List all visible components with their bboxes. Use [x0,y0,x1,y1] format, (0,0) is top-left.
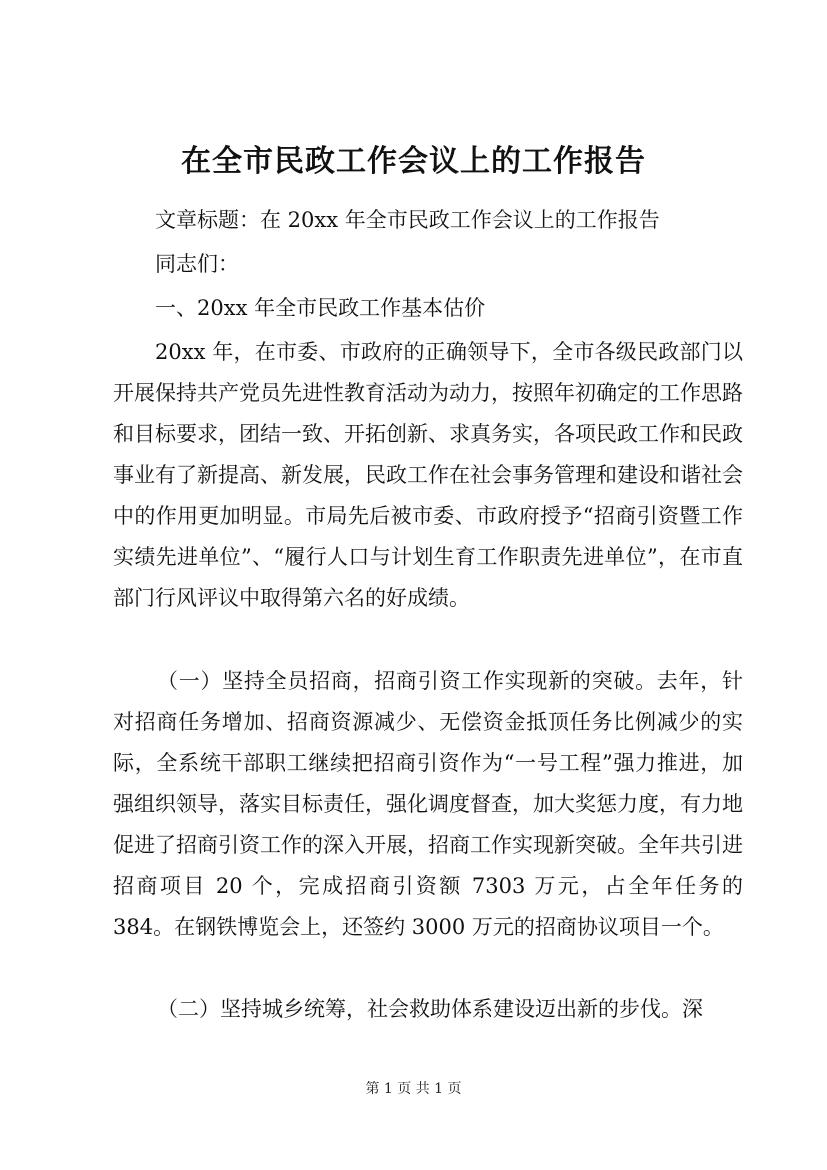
document-title: 在全市民政工作会议上的工作报告 [181,144,646,179]
paragraph-2: （一）坚持全员招商，招商引资工作实现新的突破。去年，针对招商任务增加、招商资源减少、无偿资金抵顶任务比例减少的实际，全系统干部职工继续把招商引资作为“一号工程”强力推进，加强组织领导，落实目标责任，强化调度督查，加大奖惩力度，有力地促进了招商引资工作的深入开展，招商工作实现新突破。全年共引进招商项目 20 个，完成招商引资额 7303 万元，占全年任务的 384。在钢铁博览会上，还签约 3000 万元的招商协议项目一个。 [113,669,743,939]
section-heading: 一、20xx 年全市民政工作基本估价 [155,296,486,320]
salutation: 同志们： [155,252,239,276]
page-footer: 第 1 页 共 1 页 [365,1081,462,1097]
paragraph-3: （二）坚持城乡统筹，社会救助体系建设迈出新的步伐。深 [157,997,703,1021]
paragraph-1: 20xx 年，在市委、市政府的正确领导下，全市各级民政部门以开展保持共产党员先进性教育活动为动力，按照年初确定的工作思路和目标要求，团结一致、开拓创新、求真务实，各项民政工作和民政事业有了新提高、新发展，民政工作在社会事务管理和建设和谐社会中的作用更加明显。市局先后被市委、市政府授予“招商引资暨工作实绩先进单位”、“履行人口与计划生育工作职责先进单位”，在市直部门行风评议中取得第六名的好成绩。 [113,340,743,610]
subtitle-line: 文章标题：在 20xx 年全市民政工作会议上的工作报告 [155,208,660,232]
